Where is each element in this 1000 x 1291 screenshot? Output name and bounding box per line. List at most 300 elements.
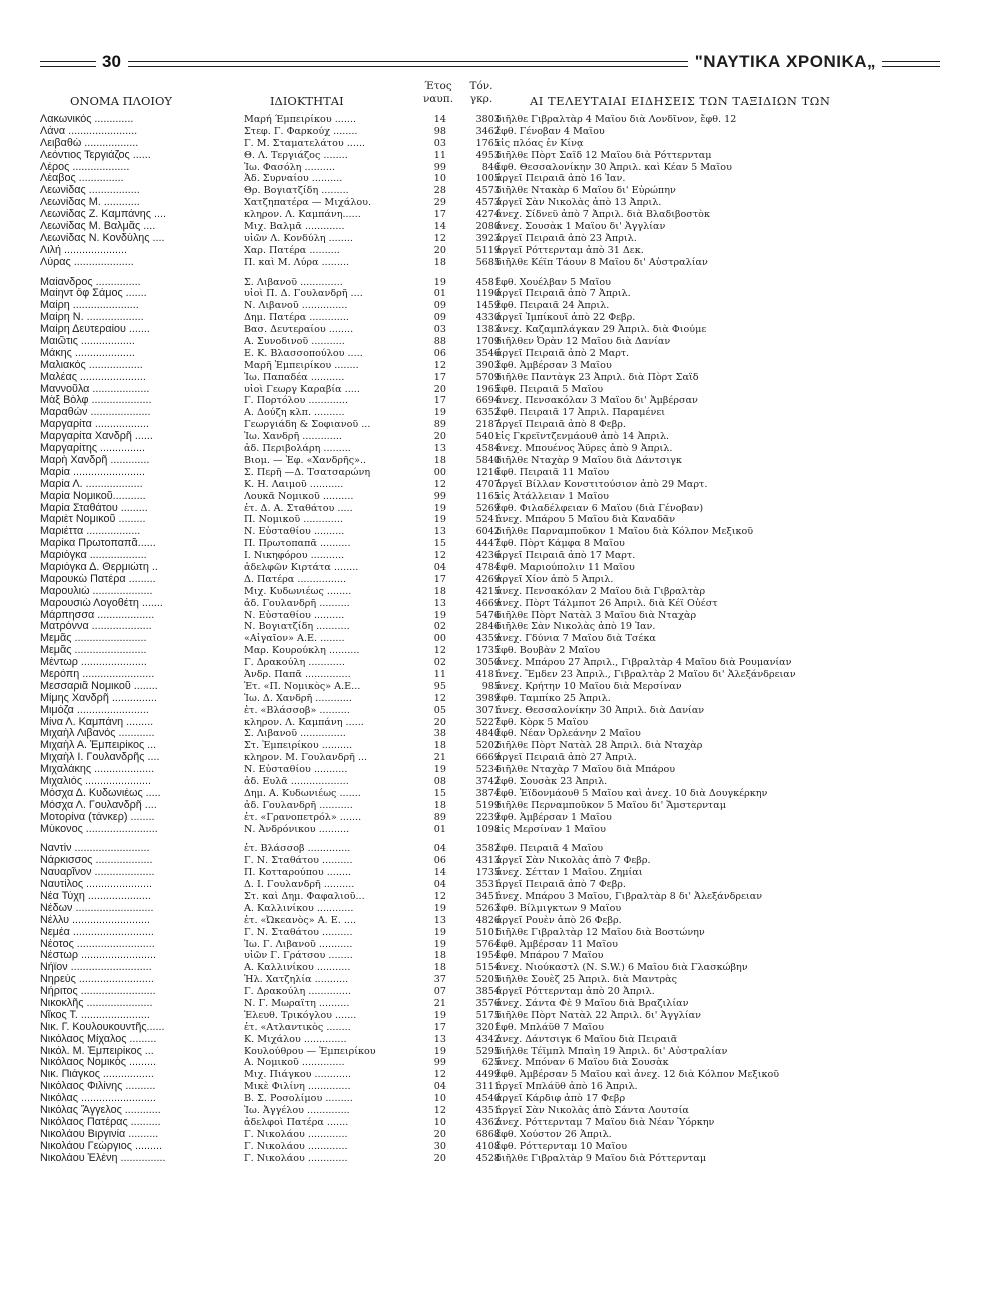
gross-tons: 4584 [475, 443, 500, 455]
voyage-news: ἀνεχ. Γδύνια 7 Μαΐου διὰ Τσέκα [496, 633, 656, 645]
gross-tons: 1383 [475, 324, 500, 336]
build-year: 13 [433, 597, 446, 609]
gross-tons: 1098 [475, 823, 500, 835]
voyage-news: διῆλθε Παντὰγκ 23 Ἀπριλ. διὰ Πὸρτ Σαΐδ [496, 371, 699, 383]
gross-tons: 4573 [475, 197, 500, 209]
ship-owner: Γ. Δρακούλη ............ [244, 657, 345, 669]
voyage-news: διῆλθε Πὸρτ Νατὰλ 28 Ἀπριλ. διὰ Νταχὰρ [496, 740, 703, 752]
build-year: 28 [433, 185, 446, 197]
table-row [40, 173, 960, 185]
build-year: 19 [433, 926, 446, 938]
build-year: 04 [433, 561, 446, 573]
ship-owner: Λουκᾶ Νομικοῦ .......... [244, 490, 354, 502]
build-year: 13 [433, 1033, 446, 1045]
voyage-news: ἀργεῖ Ρόττερνταμ ἀπὸ 20 Ἀπριλ. [496, 986, 655, 998]
ship-name: Μαριὲτ Νομικοῦ ......... [40, 514, 146, 526]
table-row [40, 1105, 960, 1117]
gross-tons: 4274 [475, 209, 500, 221]
table-row [40, 693, 960, 705]
voyage-news: ἔφθ. Μπλάϋθ 7 Μαΐου [496, 1021, 604, 1033]
voyage-news: ἀργεῖ Μπλάϋθ ἀπὸ 16 Ἀπριλ. [496, 1081, 638, 1093]
build-year: 12 [433, 1069, 446, 1081]
table-row [40, 491, 960, 503]
gross-tons: 4269 [475, 573, 500, 585]
ship-name: Μαίανδρος ............... [40, 276, 141, 288]
ship-name: Ματρόννα .................... [40, 621, 152, 633]
table-row [40, 277, 960, 289]
build-year: 06 [433, 347, 446, 359]
ship-name: Μαριόγκα ................... [40, 550, 147, 562]
table-row [40, 431, 960, 443]
gross-tons: 1954 [475, 950, 500, 962]
voyage-news: ἔφθ. Ἀμβέρσαν 1 Μαΐου [496, 811, 612, 823]
gross-tons: 5269 [475, 502, 500, 514]
table-row [40, 986, 960, 998]
table-row [40, 610, 960, 622]
ship-name: Νήριτος ......................... [40, 986, 156, 998]
ship-owner: Μιχ. Πιάγκου ............ [244, 1069, 352, 1081]
gross-tons: 5234 [475, 764, 500, 776]
build-year: 12 [433, 550, 446, 562]
build-year: 11 [433, 668, 446, 680]
gross-tons: 5764 [475, 938, 500, 950]
ship-owner: Μιχ. Βαλμᾶ ............. [244, 221, 345, 233]
voyage-news: ἀνεχ. Σίδνεϋ ἀπὸ 7 Ἀπριλ. διὰ Βλαδιβοστὸκ [496, 209, 710, 221]
ship-owner: Ἀνδρ. Παπᾶ ............... [244, 668, 351, 680]
ship-name: Νάρκισσος ................... [40, 855, 153, 867]
ship-owner: Κουλούθρου — Ἐμπειρίκου [244, 1045, 376, 1057]
ship-owner: Ἐλευθ. Τρικόγλου ....... [244, 1009, 357, 1021]
ship-owner: Μαρ. Κουρούκλη .......... [244, 645, 360, 657]
gross-tons: 3546 [475, 347, 500, 359]
build-year: 18 [433, 585, 446, 597]
ship-name: Μαρὴ Χανδρῆ ............. [40, 454, 150, 466]
gross-tons: 6352 [475, 407, 500, 419]
gross-tons: 4342 [475, 1033, 500, 1045]
voyage-news: ἀνεχ. Σέτταν 1 Μαΐου. Ζημίαι [496, 867, 643, 879]
voyage-news: ἔφθ. Νέαν Ὀρλεάνην 2 Μαΐου [496, 728, 641, 740]
table-row [40, 150, 960, 162]
table-row [40, 372, 960, 384]
ship-name: Μαννοῦλα ................... [40, 383, 150, 395]
voyage-news: ἔφθ. Ρόττερνταμ 10 Μαΐου [496, 1140, 628, 1152]
build-year: 13 [433, 526, 446, 538]
column-header-tons: Τόν. γκρ. [469, 80, 493, 105]
voyage-news: εἰς Μερσίναν 1 Μαΐου [496, 823, 606, 835]
build-year: 15 [433, 787, 446, 799]
gross-tons: 3531 [475, 879, 500, 891]
gross-tons: 5401 [475, 431, 500, 443]
ship-name: Μιμόζα ........................ [40, 704, 149, 716]
voyage-news: ἀνεχ. Ἔμδεν 23 Ἀπριλ., Γιβραλτὰρ 2 Μαΐου δι' Ἀλεξάνδρειαν [496, 668, 796, 680]
table-row [40, 740, 960, 752]
build-year: 02 [433, 621, 446, 633]
voyage-news: ἀνεχ. Πενσακόλαν 3 Μαΐου δι' Ἀμβέρσαν [496, 395, 698, 407]
ship-name: Νικ. Γ. Κουλουκουντῆς...... [40, 1021, 165, 1033]
ship-owner: Στ. καὶ Δημ. Φαφαλιοῦ... [244, 891, 365, 902]
ship-owner: Β. Σ. Ροσολίμου ......... [244, 1093, 353, 1105]
ship-owner: Γ. Νικολάου ............. [244, 1128, 348, 1140]
ship-name: Νέα Τύχη ..................... [40, 891, 151, 902]
gross-tons: 4669 [475, 597, 500, 609]
ship-name: Λακωνικός ............. [40, 114, 134, 125]
ship-owner: κληρον. Λ. Καμπάνη ...... [244, 716, 364, 728]
gross-tons: 1216 [475, 466, 500, 478]
ship-owner: Π. Κοτταρούπου ........ [244, 867, 352, 879]
gross-tons: 3201 [475, 1021, 500, 1033]
column-headers [40, 80, 960, 112]
table-row [40, 233, 960, 245]
voyage-news: ἀνεχ. Μπάρου 3 Μαΐου, Γιβραλτὰρ 8 δι' Ἀλεξάνδρειαν [496, 891, 763, 902]
gross-tons: 4330 [475, 312, 500, 324]
table-row [40, 998, 960, 1010]
ship-owner: Γ. Πορτόλου ............. [244, 395, 349, 407]
ship-owner: Γ. Νικολάου ............. [244, 1152, 348, 1164]
ship-owner: Μαρή Έμπειρίκου ....... [244, 114, 357, 125]
build-year: 10 [433, 173, 446, 185]
table-row [40, 879, 960, 891]
build-year: 99 [433, 1057, 446, 1069]
ship-name: Μεσσαριᾶ Νομικοῦ ........ [40, 680, 158, 692]
gross-tons: 4581 [475, 276, 500, 288]
build-year: 18 [433, 454, 446, 466]
ship-name: Μαρία ........................ [40, 466, 146, 478]
build-year: 19 [433, 1009, 446, 1021]
ship-owner: Γεωργιάδη & Σοφιανοῦ ... [244, 419, 371, 431]
gross-tons: 4499 [475, 1069, 500, 1081]
ship-owner: Ἐτ. «Π. Νομικὸς» Α.Ε... [244, 680, 361, 692]
voyage-news: ἀργεῖ Πειραιᾶ ἀπὸ 2 Μαρτ. [496, 347, 630, 359]
ship-name: Μαίρη Δευτεραίου ....... [40, 324, 150, 336]
build-year: 29 [433, 197, 446, 209]
build-year: 10 [433, 1093, 446, 1105]
voyage-news: ἔφθ. Βίλμιγκτων 9 Μαΐου [496, 902, 622, 914]
voyage-news: διῆλθε Κέϊπ Τάουν 8 Μαΐου δι' Αὐστραλίαν [496, 256, 708, 268]
voyage-news: ἀνεχ. Πενσακόλαν 2 Μαΐου διὰ Γιβραλτὰρ [496, 585, 706, 597]
ship-name: Λεόντιος Τεργιάζος ...... [40, 149, 151, 161]
ship-owner: υἱῶν Λ. Κονδύλη ........ [244, 232, 353, 244]
table-row [40, 586, 960, 598]
ship-name: Μαρουκὼ Πατέρα ......... [40, 573, 156, 585]
build-year: 21 [433, 998, 446, 1010]
ship-owner: Ἰω. Χανδρῆ ............. [244, 431, 342, 443]
ship-name: Νικόλας Ἄγγελος ............ [40, 1105, 161, 1117]
table-row [40, 598, 960, 610]
ship-owner: Ἰω. Δ. Χανδρῆ ............ [244, 692, 352, 704]
gross-tons: 4528 [475, 1152, 500, 1164]
ship-owner: Δημ. Α. Κυδωνιέως ....... [244, 787, 361, 799]
gross-tons: 4707 [475, 478, 500, 490]
ship-name: Μεμᾶς ........................ [40, 645, 147, 657]
voyage-news: ἀνεχ. Θεσσαλονίκην 30 Ἀπριλ. διὰ Δανίαν [496, 704, 705, 716]
table-row [40, 752, 960, 764]
table-row [40, 197, 960, 209]
ship-name: Νικοκλῆς ...................... [40, 998, 153, 1010]
ship-name: Λειβαθὼ .................. [40, 137, 139, 149]
column-header-news: ΑΙ ΤΕΛΕΥΤΑΙΑΙ ΕΙΔΗΣΕΙΣ ΤΩΝ ΤΑΞΙΔΙΩΝ ΤΩΝ [530, 94, 831, 108]
build-year: 02 [433, 657, 446, 669]
gross-tons: 5227 [475, 716, 500, 728]
ship-owner: Ἰω. Γ. Λιβανοῦ ........... [244, 938, 353, 950]
ship-owner: Χατζηπατέρα — Μιχάλου. [244, 197, 372, 209]
ship-name: Μιχαλάκης .................... [40, 764, 155, 776]
voyage-news: διῆλθε Νταχὰρ 7 Μαΐου διὰ Μπάρου [496, 764, 676, 776]
voyage-news: ἔφθ. Πειραιᾶ 4 Μαΐου [496, 843, 604, 855]
ship-name: Μαραθών .................... [40, 407, 151, 419]
voyage-news: ἀργεῖ Σὰν Νικολὰς ἀπὸ Σάντα Λουτσία [496, 1105, 689, 1117]
voyage-news: ἀργεῖ Πειραιᾶ ἀπὸ 16 Ἰαν. [496, 173, 626, 185]
voyage-news: διῆλθε Σὰν Νικολὰς ἀπὸ 19 Ἰαν. [496, 621, 656, 633]
build-year: 20 [433, 431, 446, 443]
table-row [40, 681, 960, 693]
header-rule-right [882, 61, 940, 67]
ship-owner: Ε. Κ. Βλασσοπούλου ..... [244, 347, 363, 359]
build-year: 13 [433, 914, 446, 926]
gross-tons: 4447 [475, 538, 500, 550]
ship-name: Νικόλαος Πατέρας .......... [40, 1116, 161, 1128]
table-row [40, 824, 960, 836]
gross-tons: 1459 [475, 300, 500, 312]
voyage-news: ἀργεῖ Πειραιᾶ ἀπὸ 7 Φεβρ. [496, 879, 626, 891]
ship-owner: ἐτ. Δ. Α. Σταθάτου ..... [244, 502, 353, 514]
ship-group [40, 277, 960, 836]
table-row [40, 562, 960, 574]
ship-name: Νέοτος .......................... [40, 938, 155, 950]
gross-tons: 6669 [475, 752, 500, 764]
table-row [40, 950, 960, 962]
voyage-news: ἀργεῖ Βίλλαν Κονστιτούσιον ἀπὸ 29 Μαρτ. [496, 478, 708, 490]
ship-owner: ἀδ. Ευλᾶ ................... [244, 775, 349, 787]
gross-tons: 4181 [475, 668, 500, 680]
ship-owner: υἱοὶ Γεωργ Καραβία ..... [244, 383, 360, 395]
voyage-news: διῆλθεν Ὀρὰν 12 Μαΐου διὰ Δανίαν [496, 336, 671, 348]
voyage-news: ἀνεχ. Μπάρου 5 Μαΐου διὰ Καναδᾶν [496, 514, 676, 526]
voyage-news: ἔφθ. Μπάρου 7 Μαΐου [496, 950, 604, 962]
build-year: 00 [433, 466, 446, 478]
table-row [40, 645, 960, 657]
ship-name: Μιχαὴλ Ι. Γουλανδρῆς .... [40, 752, 160, 764]
ship-name: Νέστωρ ......................... [40, 950, 156, 962]
voyage-news: ἔφθ. Βουβὰν 2 Μαΐου [496, 645, 601, 657]
voyage-news: ἀνεχ. Μπόναν 6 Μαΐου διὰ Σουσὰκ [496, 1057, 669, 1069]
ship-name: Μαργαρίτα Χανδρῆ ...... [40, 431, 153, 443]
ship-owner: ἐτ. «Γρανοπετρόλ» ....... [244, 811, 362, 823]
table-row [40, 1093, 960, 1105]
table-row [40, 728, 960, 740]
voyage-news: ἀργεῖ Πειραιᾶ ἀπὸ 8 Φεβρ. [496, 419, 626, 431]
ship-name: Ναυαρῖνον .................... [40, 867, 155, 879]
ship-owner: ἀδελφοὶ Πατέρα ....... [244, 1116, 349, 1128]
build-year: 07 [433, 986, 446, 998]
table-row [40, 384, 960, 396]
table-row [40, 657, 960, 669]
ship-owner: ἐτ. Βλάσσοβ .............. [244, 843, 351, 855]
build-year: 09 [433, 312, 446, 324]
gross-tons: 2080 [475, 221, 500, 233]
voyage-news: ἔφθ. Πειραιᾶ 5 Μαΐου [496, 383, 604, 395]
build-year: 18 [433, 799, 446, 811]
ship-name: Νικόλαος Μίχαλος ......... [40, 1033, 157, 1045]
build-year: 01 [433, 823, 446, 835]
ship-name: Μαρία Σταθάτου ......... [40, 502, 148, 514]
table-row [40, 209, 960, 221]
voyage-news: ἔφθ. Μαριούπολιν 11 Μαΐου [496, 561, 635, 573]
gross-tons: 2846 [475, 621, 500, 633]
build-year: 37 [433, 974, 446, 986]
build-year: 13 [433, 443, 446, 455]
gross-tons: 2187 [475, 419, 500, 431]
table-row [40, 514, 960, 526]
table-row [40, 312, 960, 324]
ship-name: Μίνα Λ. Καμπάνη ......... [40, 716, 154, 728]
build-year: 98 [433, 125, 446, 137]
gross-tons: 4540 [475, 1093, 500, 1105]
gross-tons: 5241 [475, 514, 500, 526]
voyage-news: ἀνεχ. Ρόττερνταμ 7 Μαΐου διὰ Νέαν Ὑόρκην [496, 1116, 715, 1128]
table-row [40, 705, 960, 717]
table-row [40, 550, 960, 562]
voyage-news: διῆλθε Γιβραλτὰρ 9 Μαΐου διὰ Ρόττερνταμ [496, 1152, 707, 1164]
ship-owner: Α. Συνοδινοῦ ........... [244, 336, 345, 348]
ship-owner: Ν. Εὐσταθίου .......... [244, 526, 345, 538]
gross-tons: 1709 [475, 336, 500, 348]
voyage-news: ἀνεχ. Πὸρτ Τάλμποτ 26 Ἀπριλ. διὰ Κέϊ Οὐέστ [496, 597, 718, 609]
build-year: 20 [433, 244, 446, 256]
ship-name: Νέλλυ .......................... [40, 914, 151, 926]
page-header [40, 52, 940, 74]
ship-name: Νικολάου Βιργινία .......... [40, 1128, 159, 1140]
build-year: 01 [433, 288, 446, 300]
gross-tons: 4953 [475, 149, 500, 161]
voyage-news: ἀνεχ. Σουσὰκ 1 Μαΐου δι' Ἀγγλίαν [496, 221, 666, 233]
ship-name: Λεωνίδας Ν. Κονδύλης .... [40, 232, 165, 244]
table-row [40, 419, 960, 431]
table-row [40, 974, 960, 986]
table-row [40, 467, 960, 479]
ship-owner: Γ. Νικολάου ............. [244, 1140, 348, 1152]
table-row [40, 843, 960, 855]
build-year: 04 [433, 879, 446, 891]
table-row [40, 915, 960, 927]
build-year: 14 [433, 114, 446, 125]
ship-name: Μαρίκα Πρωτοπαπᾶ...... [40, 538, 156, 550]
gross-tons: 846 [481, 161, 500, 173]
gross-tons: 5101 [475, 926, 500, 938]
voyage-news: ἔφθ. Ἀμβέρσαν 11 Μαΐου [496, 938, 618, 950]
ship-owner: κληρον. Λ. Καμπάνη...... [244, 209, 361, 221]
ship-name: Λύρας .................... [40, 256, 134, 268]
table-row [40, 1069, 960, 1081]
build-year: 30 [433, 1140, 446, 1152]
voyage-news: ἀργεῖ Πειραιᾶ ἀπὸ 7 Ἀπριλ. [496, 288, 631, 300]
build-year: 10 [433, 1116, 446, 1128]
voyage-news: εἰς πλόας ἐν Κίνᾳ [496, 137, 584, 149]
build-year: 19 [433, 1045, 446, 1057]
table-row [40, 962, 960, 974]
table-row [40, 574, 960, 586]
ship-name: Μαρία Νομικοῦ........... [40, 490, 146, 502]
build-year: 17 [433, 1021, 446, 1033]
voyage-news: διῆλθε Πὸρτ Σαΐδ 12 Μαΐου διὰ Ρόττερνταμ [496, 149, 712, 161]
gross-tons: 3050 [475, 657, 500, 669]
ship-owner: Ν. Εὐσταθίου .......... [244, 609, 345, 621]
ship-owner: ἀδελφῶν Κιρτάτα ........ [244, 561, 359, 573]
build-year: 88 [433, 336, 446, 348]
build-year: 19 [433, 938, 446, 950]
voyage-news: ἔφθ. Χουέλβαν 5 Μαΐου [496, 276, 611, 288]
gross-tons: 625 [481, 1057, 500, 1069]
column-header-owner: ΙΔΙΟΚΤΗΤΑΙ [270, 94, 344, 108]
ship-name: Μαρία Λ. ................... [40, 478, 143, 490]
build-year: 14 [433, 867, 446, 879]
table-row [40, 257, 960, 269]
voyage-news: ἔφθ. Πειραιᾶ 24 Ἀπριλ. [496, 300, 610, 312]
ship-owner: Θ. Λ. Τεργιάζος ........ [244, 149, 348, 161]
table-row [40, 1141, 960, 1153]
gross-tons: 3462 [475, 125, 500, 137]
voyage-news: ἀνεχ. Μπάρου 27 Ἀπριλ., Γιβραλτὰρ 4 Μαΐου διὰ Ρουμανίαν [496, 657, 792, 669]
table-row [40, 162, 960, 174]
voyage-news: ἔφθ. Πειραιᾶ 17 Ἀπριλ. Παραμένει [496, 407, 666, 419]
ship-owner: Α. Δούζη κλπ. .......... [244, 407, 345, 419]
ship-owner: Δημ. Πατέρα ............. [244, 312, 349, 324]
voyage-news: ἔφθ. Πειραιᾶ 11 Μαΐου [496, 466, 610, 478]
table-row [40, 455, 960, 467]
table-row [40, 348, 960, 360]
page-number: 30 [96, 52, 127, 72]
gross-tons: 3576 [475, 998, 500, 1010]
gross-tons: 5263 [475, 902, 500, 914]
voyage-news: ἀργεῖ Σὰν Νικολὰς ἀπὸ 13 Ἀπριλ. [496, 197, 662, 209]
table-row [40, 245, 960, 257]
gross-tons: 5202 [475, 740, 500, 752]
build-year: 18 [433, 740, 446, 752]
build-year: 05 [433, 704, 446, 716]
ship-owner: Ἀδ. Συρναίου .......... [244, 173, 343, 185]
gross-tons: 1005 [475, 173, 500, 185]
ship-owner: κληρον. Μ. Γουλανδρῆ ... [244, 752, 368, 764]
voyage-news: ἔφθ. Θεσσαλονίκην 30 Ἀπριλ. καὶ Κέαν 5 Μαΐου [496, 161, 732, 173]
build-year: 08 [433, 775, 446, 787]
ship-name: Μαρουσιὼ Λογοθέτη ....... [40, 597, 163, 609]
ship-name: Νήϊον ........................... [40, 962, 152, 974]
ship-owner: Μαρῆ Ἐμπειρίκου ........ [244, 359, 359, 371]
column-header-year: Έτος ναυπ. [422, 80, 454, 105]
ship-owner: ἐτ. «Βλάσσοβ» .......... [244, 704, 350, 716]
build-year: 11 [433, 149, 446, 161]
gross-tons: 5154 [475, 962, 500, 974]
table-row [40, 138, 960, 150]
table-row [40, 324, 960, 336]
table-row [40, 1081, 960, 1093]
build-year: 12 [433, 692, 446, 704]
ship-name: Νικολάου Ἑλένη ............... [40, 1152, 166, 1164]
table-row [40, 764, 960, 776]
ship-owner: Κ. Μιχάλου .............. [244, 1033, 347, 1045]
ship-name: Μαίρη ...................... [40, 300, 139, 312]
ship-name: Νικολάου Γεώργιος ......... [40, 1140, 162, 1152]
voyage-news: ἔφθ. Πὸρτ Κάμφα 8 Μαΐου [496, 538, 625, 550]
build-year: 99 [433, 161, 446, 173]
ship-owner: Α. Καλλινίκου ........... [244, 962, 351, 974]
voyage-news: ἀνεχ. Μπουένος Ἄϋρες ἀπὸ 9 Ἀπριλ. [496, 443, 673, 455]
table-row [40, 1129, 960, 1141]
table-row [40, 1153, 960, 1165]
ship-owner: ἐτ. «Ατλαντικὸς ........ [244, 1021, 351, 1033]
voyage-news: ἔφθ. Κὸρκ 5 Μαΐου [496, 716, 589, 728]
voyage-news: διῆλθε Περναμποῦκον 5 Μαΐου δι' Ἄμστερνταμ [496, 799, 726, 811]
voyage-news: ἀργεῖ Ρόττερνταμ ἀπὸ 31 Δεκ. [496, 244, 644, 256]
